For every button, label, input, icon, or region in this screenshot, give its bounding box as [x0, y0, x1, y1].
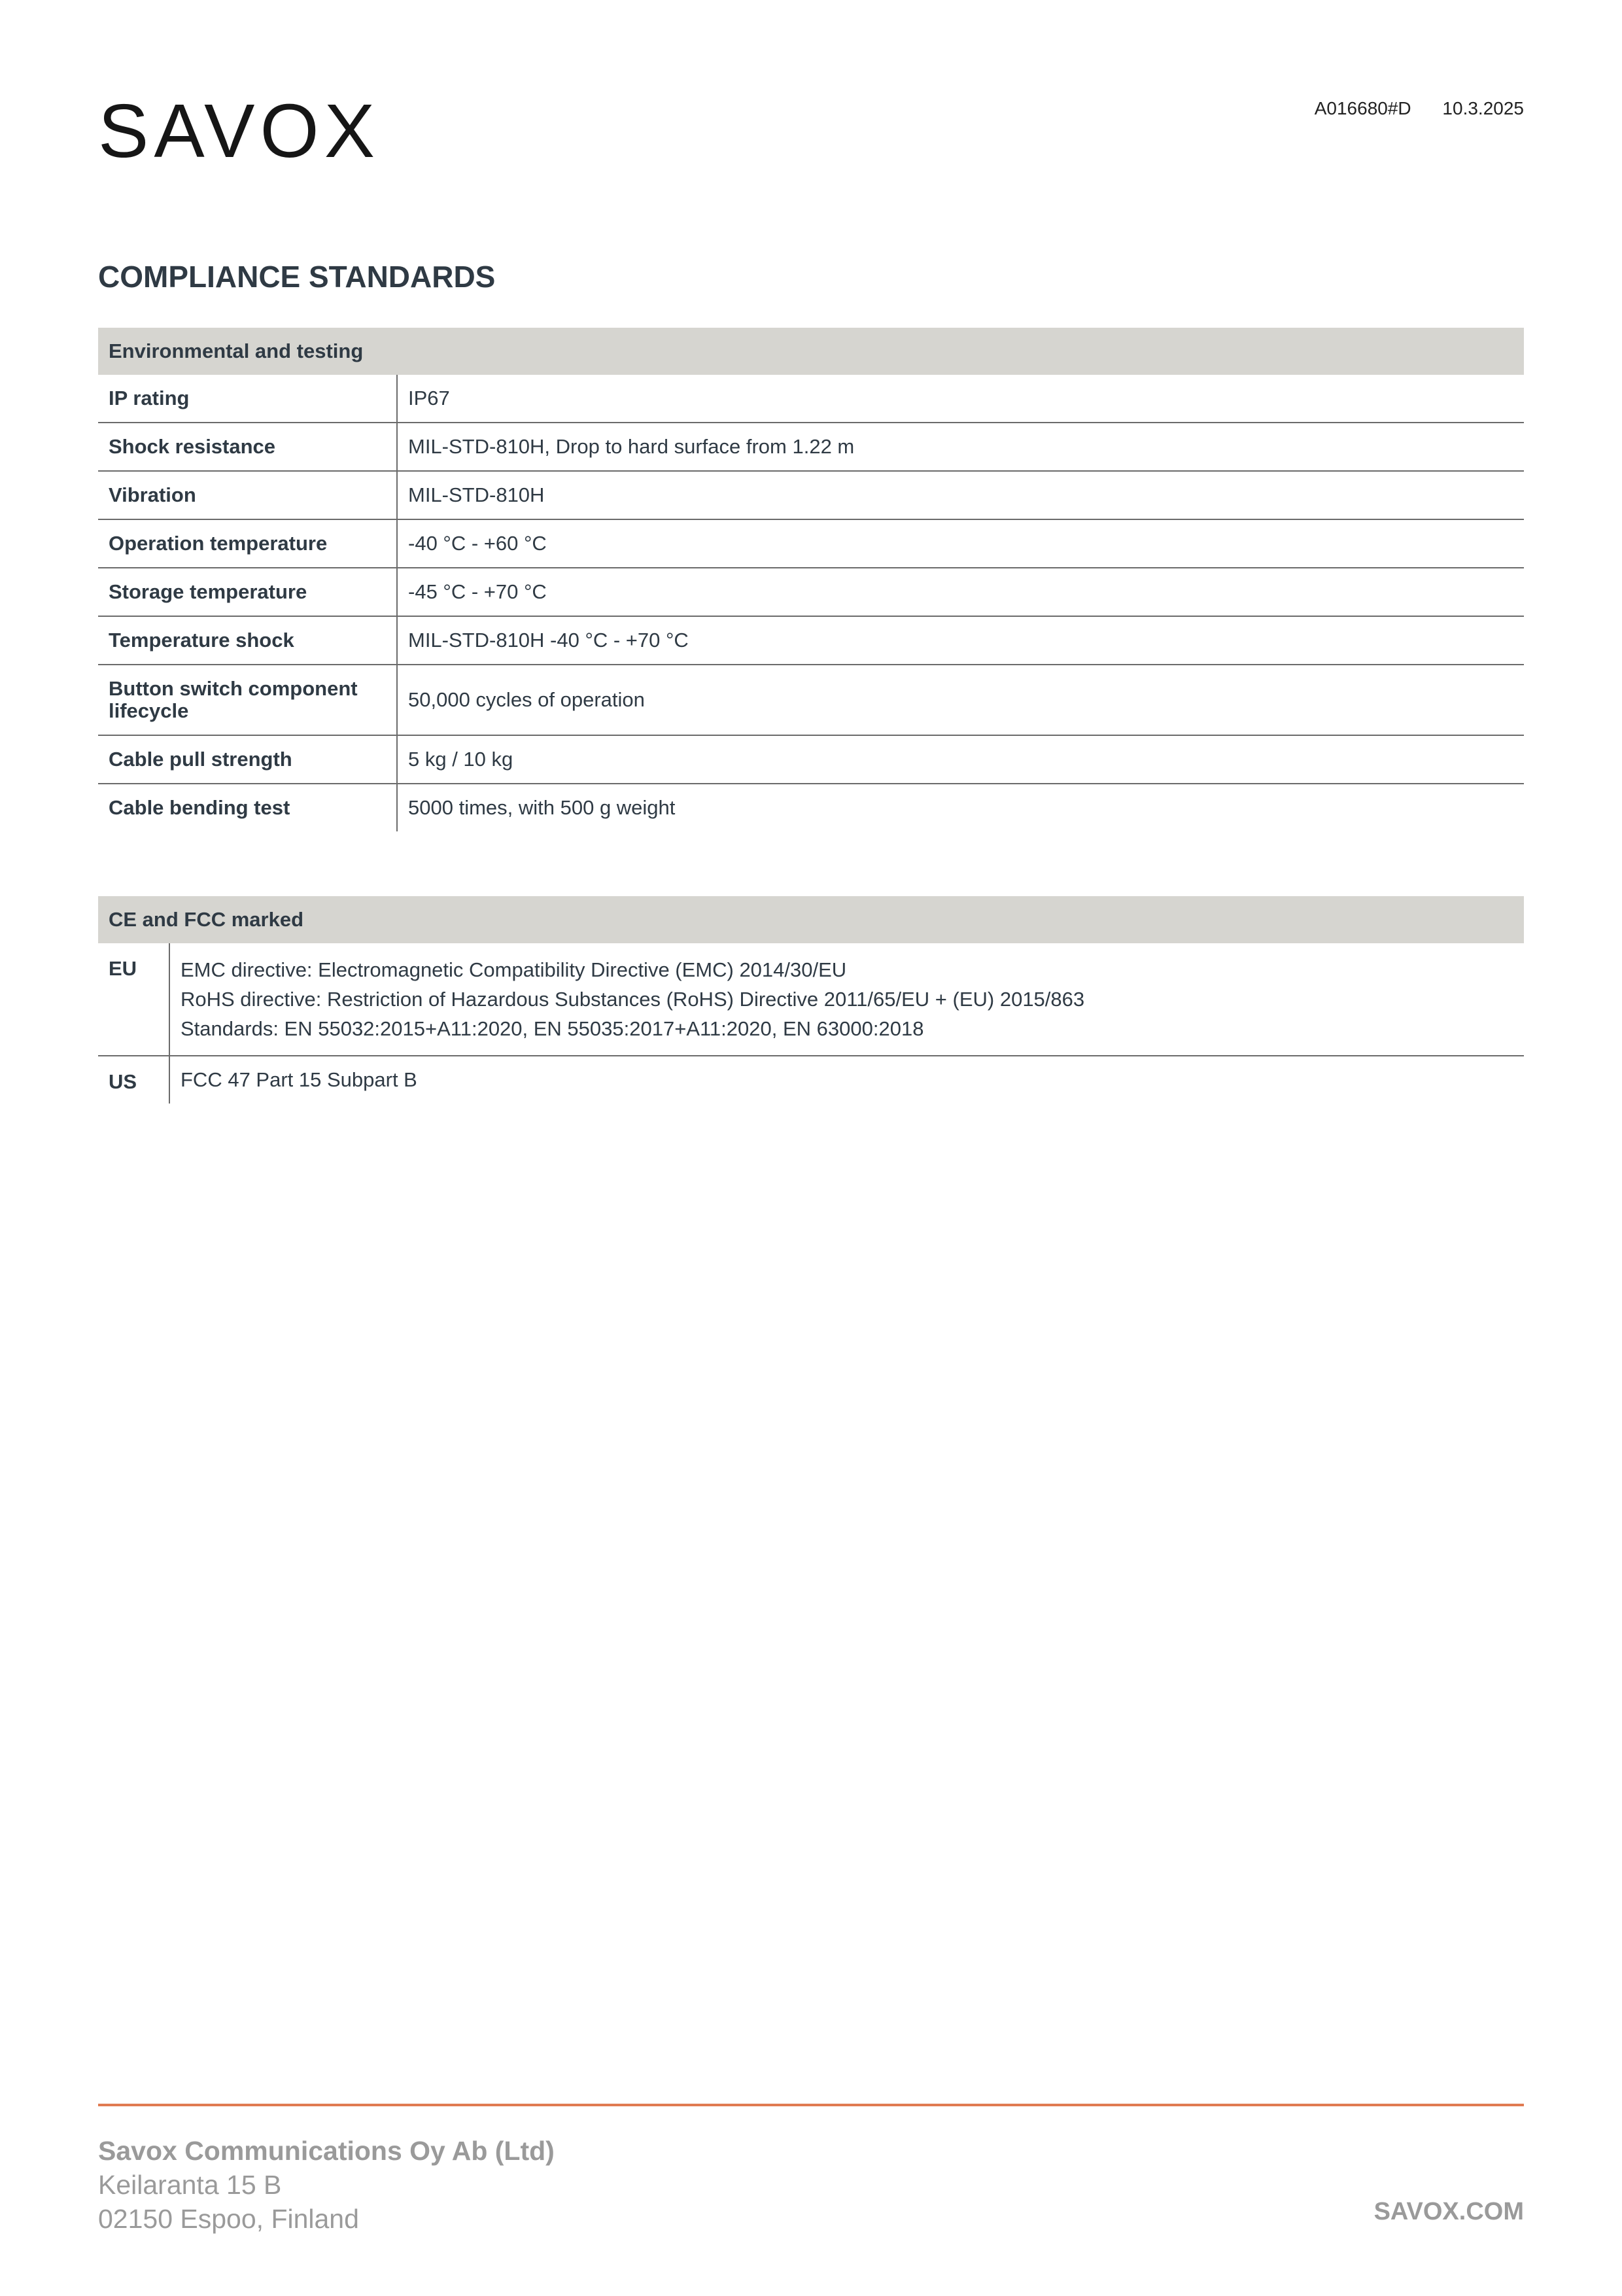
section-heading-ce-fcc: CE and FCC marked [98, 896, 1524, 943]
row-label: Vibration [98, 471, 397, 519]
table-row [98, 519, 1524, 568]
row-label: Cable pull strength [98, 735, 397, 784]
table-row [98, 784, 1524, 831]
eu-line: Standards: EN 55032:2015+A11:2020, EN 55035:2017+A11:2020, EN 63000:2018 [181, 1017, 924, 1040]
section-heading-environmental: Environmental and testing [98, 328, 1524, 375]
savox-logo: SAVOX [98, 88, 381, 173]
footer-divider [98, 2104, 1524, 2106]
table-row [98, 568, 1524, 616]
row-value: MIL-STD-810H [397, 471, 1524, 519]
eu-line: RoHS directive: Restriction of Hazardous Substances (RoHS) Directive 2011/65/EU + (EU) 2015/863 [181, 988, 1085, 1011]
environmental-table [98, 328, 1524, 831]
row-value: 5000 times, with 500 g weight [408, 796, 676, 819]
table-row [98, 375, 1524, 423]
table-row [98, 471, 1524, 519]
row-label [98, 665, 397, 735]
row-value: 5 kg / 10 kg [397, 735, 1524, 784]
row-label-line: lifecycle [109, 699, 189, 722]
document-meta [1288, 98, 1524, 119]
row-value: IP67 [397, 375, 1524, 423]
row-label: Temperature shock [98, 616, 397, 665]
row-value: -45 °C - +70 °C [397, 568, 1524, 616]
table-row [98, 665, 1524, 735]
document-id: A016680#D [1314, 98, 1411, 118]
row-label: Operation temperature [98, 519, 397, 568]
row-label: IP rating [98, 375, 397, 423]
footer-address-line: 02150 Espoo, Finland [98, 2204, 359, 2234]
table-row [98, 943, 1524, 1056]
row-value: 50,000 cycles of operation [397, 665, 1524, 735]
footer-company: Savox Communications Oy Ab (Ltd) [98, 2136, 555, 2166]
footer-address-line: Keilaranta 15 B [98, 2170, 282, 2200]
row-value-us: FCC 47 Part 15 Subpart B [181, 1068, 417, 1091]
document-date: 10.3.2025 [1442, 98, 1524, 118]
row-label: Cable bending test [98, 784, 397, 831]
row-label-line: Button switch component [109, 677, 358, 700]
table-header-row [98, 328, 1524, 375]
table-row [98, 616, 1524, 665]
row-value: -40 °C - +60 °C [397, 519, 1524, 568]
row-label: Shock resistance [98, 423, 397, 471]
ce-fcc-table [98, 896, 1524, 1104]
footer-website: SAVOX.COM [1373, 2198, 1524, 2225]
row-label-eu: EU [98, 943, 169, 1056]
table-row [98, 1056, 1524, 1104]
table-header-row [98, 896, 1524, 943]
table-row [98, 735, 1524, 784]
table-row [98, 423, 1524, 471]
page-title: COMPLIANCE STANDARDS [98, 260, 496, 294]
row-value: MIL-STD-810H -40 °C - +70 °C [397, 616, 1524, 665]
row-label-us: US [98, 1056, 169, 1104]
row-value-eu [169, 943, 1524, 1056]
row-label: Storage temperature [98, 568, 397, 616]
eu-line: EMC directive: Electromagnetic Compatibility Directive (EMC) 2014/30/EU [181, 958, 847, 981]
footer-address [98, 2134, 555, 2236]
row-value: MIL-STD-810H, Drop to hard surface from 1.22 m [397, 423, 1524, 471]
